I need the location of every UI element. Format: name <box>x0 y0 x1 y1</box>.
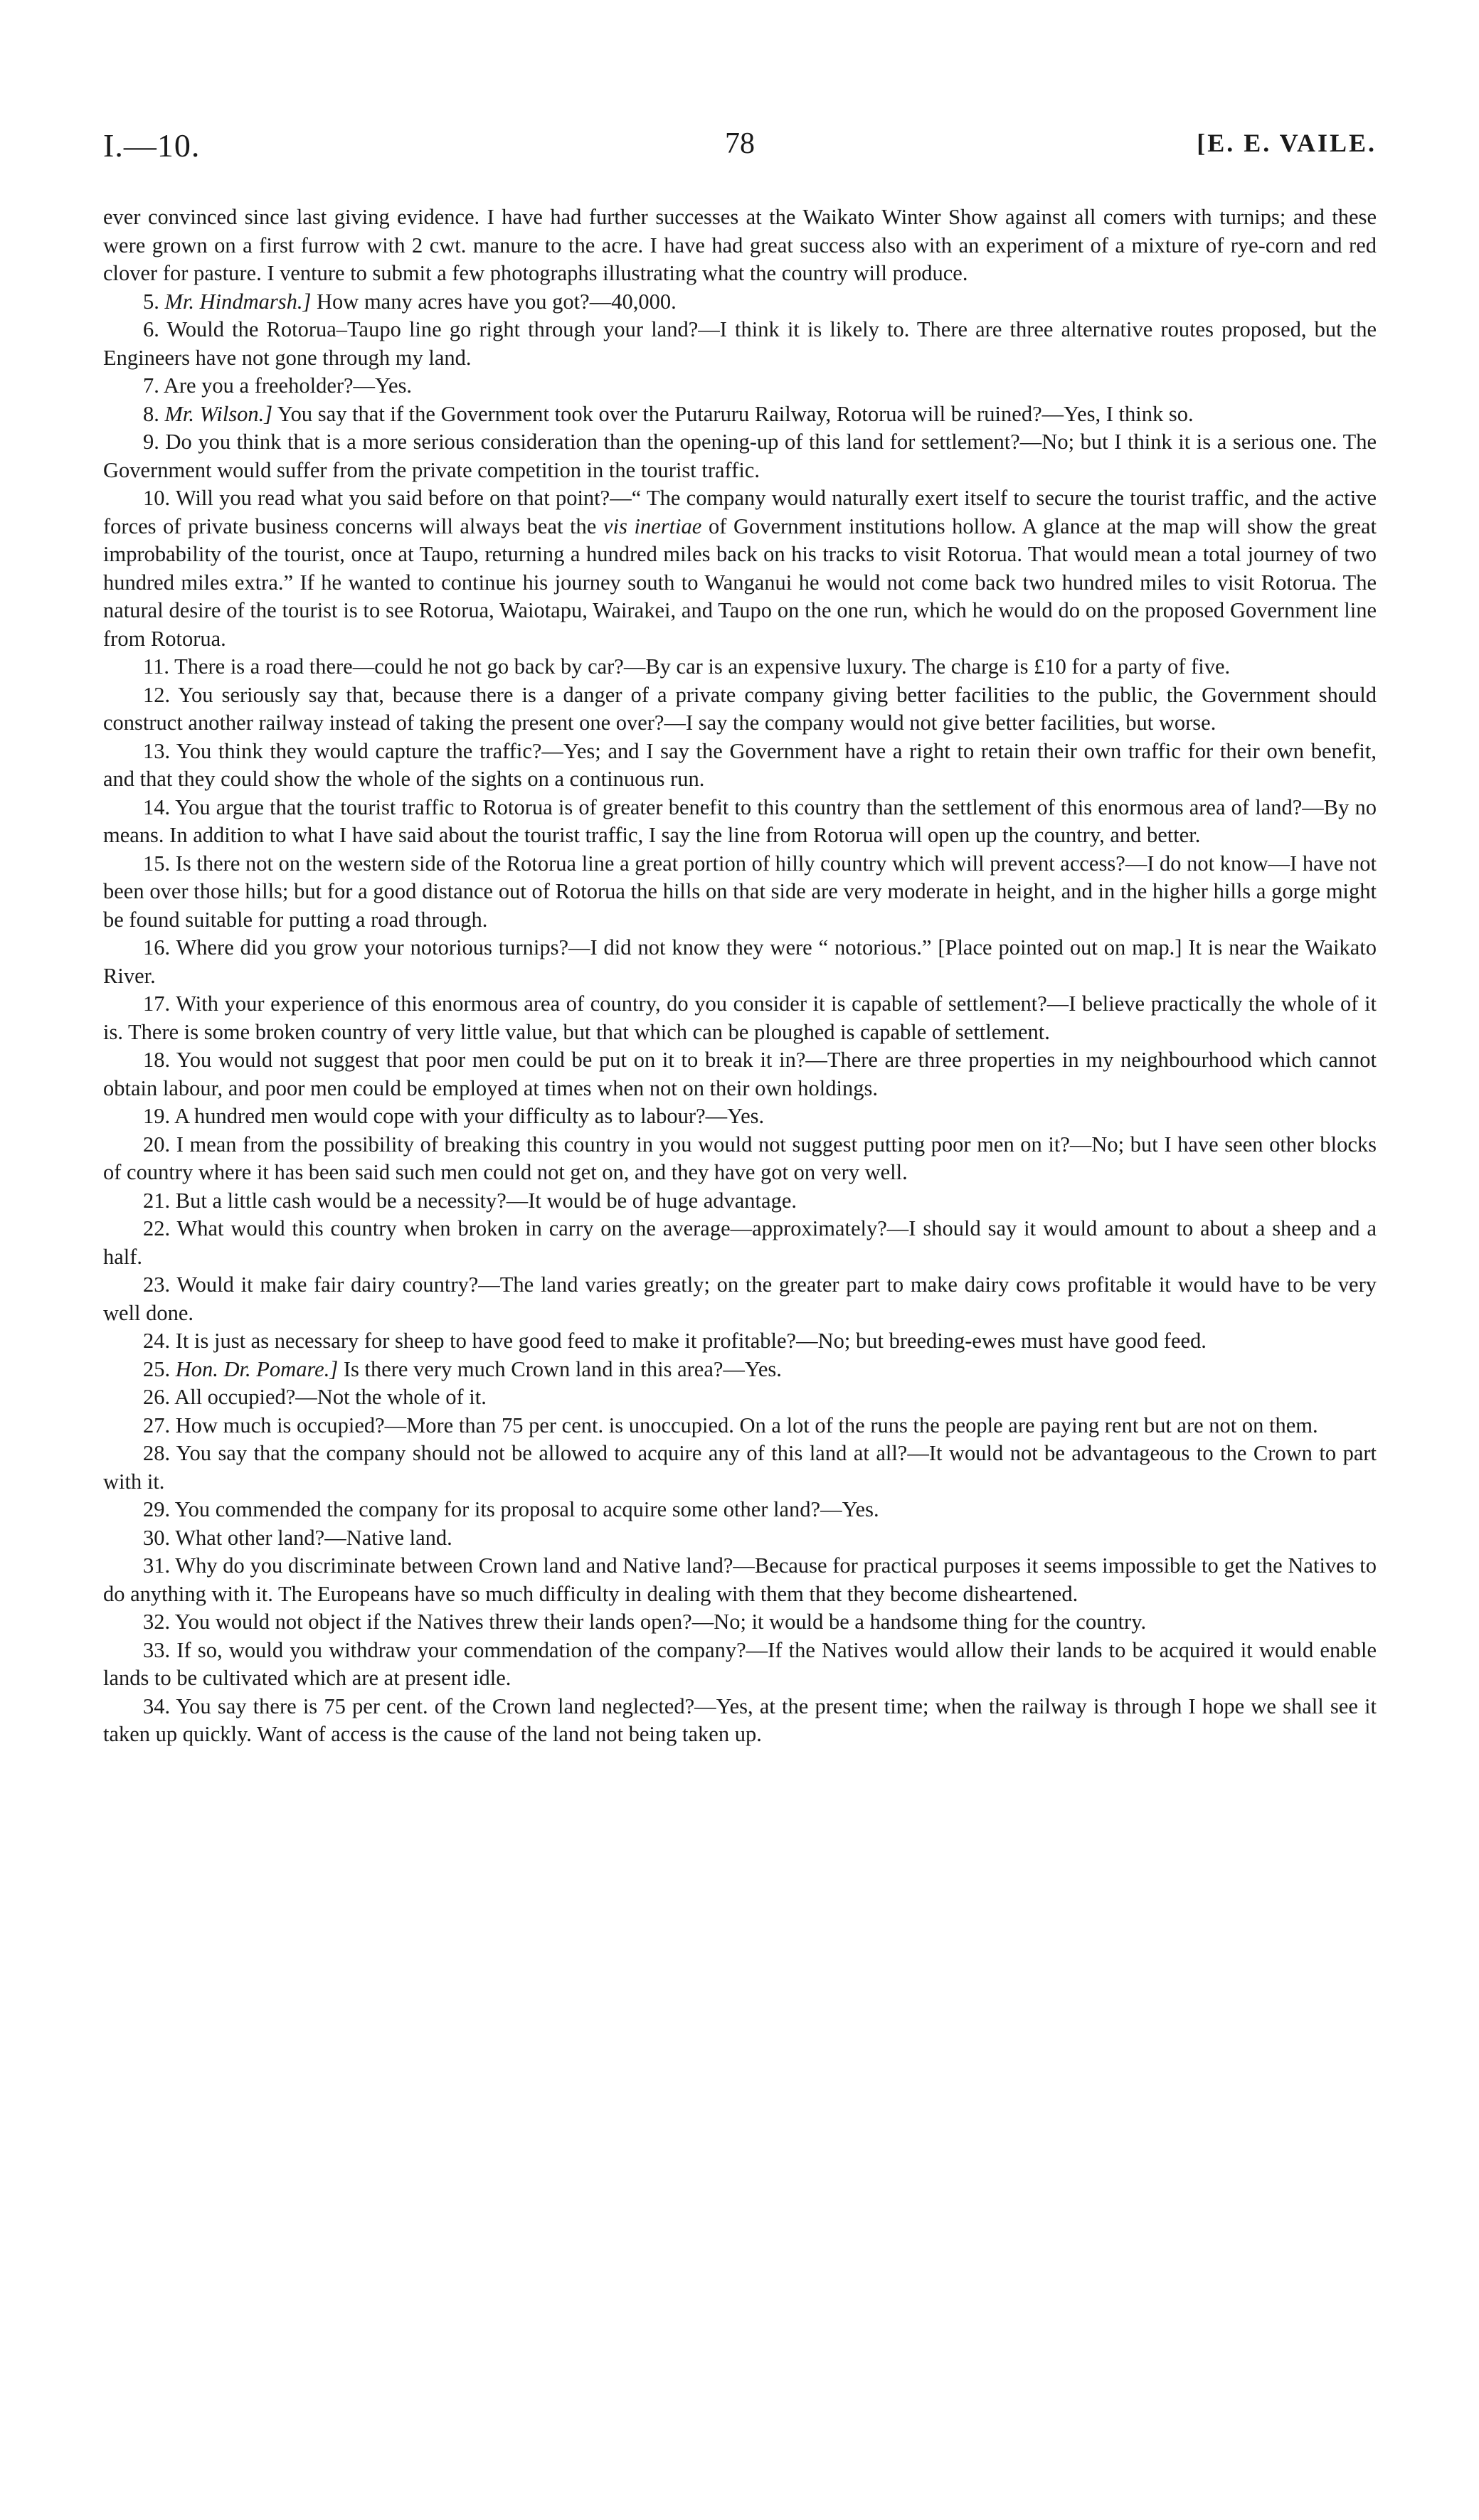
latin-phrase: vis inertiae <box>603 514 702 538</box>
question-number: 13. <box>143 738 171 763</box>
question-text: How much is occupied?—More than 75 per cent. is unoccupied. On a lot of the runs the people are paying rent but are not on them. <box>175 1413 1318 1437</box>
paragraph-continuation <box>103 203 1377 288</box>
question-number: 7. <box>143 373 159 398</box>
question-text: Do you think that is a more serious consideration than the opening-up of this land for settlement?—No; but I think it is a serious one. The Government would suffer from the private competition in the tourist traffic. <box>103 430 1377 482</box>
witness-name: [E. E. VAILE. <box>1197 129 1377 157</box>
question-text: You seriously say that, because there is a danger of a private company giving better facilities to the public, the Government should construct another railway instead of taking the present one over?—I say the company would not give better facilities, but worse. <box>103 682 1377 735</box>
question-number: 17. <box>143 991 171 1016</box>
question-text: You say that the company should not be allowed to acquire any of this land at all?—It would not be advantageous to the Crown to part with it. <box>103 1441 1377 1494</box>
question-25 <box>103 1356 1377 1384</box>
question-18 <box>103 1046 1377 1102</box>
question-text: If so, would you withdraw your commendation of the company?—If the Natives would allow their lands to be acquired it would enable lands to be cultivated which are at present idle. <box>103 1637 1377 1690</box>
question-number: 33. <box>143 1637 171 1662</box>
question-text: Is there not on the western side of the Rotorua line a great portion of hilly country which will prevent access?—I do not know—I have not been over those hills; but for a good distance out of Rotorua the hills on that side are very moderate in height, and in the higher hills a gorge might be found suitable for putting a road through. <box>103 851 1377 932</box>
question-text: All occupied?—Not the whole of it. <box>174 1385 487 1409</box>
question-text: How many acres have you got?—40,000. <box>317 289 677 314</box>
question-number: 27. <box>143 1413 171 1437</box>
question-21 <box>103 1187 1377 1216</box>
question-text: Where did you grow your notorious turnips?—I did not know they were “ notorious.” [Place pointed out on map.] It is near the Waikato River. <box>103 935 1377 988</box>
page-header <box>103 127 1377 169</box>
question-text: Why do you discriminate between Crown land and Native land?—Because for practical purposes it seems impossible to get the Natives to do anything with it. The Europeans have so much difficulty in dealing with them that they become disheartened. <box>103 1553 1377 1606</box>
question-text: With your experience of this enormous area of country, do you consider it is capable of settlement?—I believe practically the whole of it is. There is some broken country of very little value, but that which can be ploughed is capable of settlement. <box>103 991 1377 1044</box>
question-22 <box>103 1215 1377 1271</box>
question-text: You would not suggest that poor men could be put on it to break it in?—There are three properties in my neighbourhood which cannot obtain labour, and poor men could be employed at times when not on their own holdings. <box>103 1048 1377 1100</box>
question-number: 5. <box>143 289 159 314</box>
question-text: There is a road there—could he not go back by car?—By car is an expensive luxury. The charge is £10 for a party of five. <box>174 654 1231 679</box>
question-number: 30. <box>143 1525 171 1550</box>
question-34 <box>103 1693 1377 1749</box>
question-number: 28. <box>143 1441 171 1465</box>
question-number: 23. <box>143 1272 171 1297</box>
question-text: But a little cash would be a necessity?—It would be of huge advantage. <box>175 1188 797 1213</box>
question-number: 26. <box>143 1385 171 1409</box>
question-number: 19. <box>143 1104 171 1128</box>
question-text: You argue that the tourist traffic to Rotorua is of greater benefit to this country than the settlement of this enormous area of land?—By no means. In addition to what I have said about the tourist traffic, I say the line from Rotorua will open up the country, and better. <box>103 794 1377 847</box>
question-12 <box>103 681 1377 738</box>
question-number: 31. <box>143 1553 171 1578</box>
question-7 <box>103 372 1377 400</box>
question-23 <box>103 1271 1377 1327</box>
paragraph-text: ever convinced since last giving evidence. I have had further successes at the Waikato Winter Show against all comers with turnips; and these were grown on a first furrow with 2 cwt. manure to the acre. I have had great success also with an experiment of a mixture of rye-corn and red clover for pasture. I venture to submit a few photographs illustrating what the country will produce. <box>103 205 1377 285</box>
evidence-text <box>103 203 1377 1749</box>
question-number: 21. <box>143 1188 171 1213</box>
question-text: What would this country when broken in carry on the average—approximately?—I should say it would amount to about a sheep and a half. <box>103 1216 1377 1269</box>
paper-reference: I.—10. <box>103 127 201 164</box>
question-number: 11. <box>143 654 169 679</box>
question-text: I mean from the possibility of breaking this country in you would not suggest putting poor men on it?—No; but I have seen other blocks of country where it has been said such men could not get on, and they have got on very well. <box>103 1132 1377 1184</box>
question-28 <box>103 1440 1377 1496</box>
question-number: 12. <box>143 682 171 707</box>
question-text-continued: of Government institutions hollow. A glance at the map will show the great improbability of the tourist, once at Taupo, returning a hundred miles back on his tracks to visit Rotorua. That would mean a total journey of two hundred miles extra.” If he wanted to continue his journey south to Wanganui he would not come back two hundred miles to visit Rotorua. The natural desire of the tourist is to see Rotorua, Waiotapu, Wairakei, and Taupo on the one run, which he would do on the proposed Government line from Rotorua. <box>103 514 1377 651</box>
question-24 <box>103 1327 1377 1356</box>
question-30 <box>103 1524 1377 1553</box>
question-number: 18. <box>143 1048 171 1072</box>
speaker-name: Mr. Wilson.] <box>164 401 273 426</box>
question-text: Would the Rotorua–Taupo line go right through your land?—I think it is likely to. There are three alternative routes proposed, but the Engineers have not gone through my land. <box>103 317 1377 370</box>
question-text: You say there is 75 per cent. of the Crown land neglected?—Yes, at the present time; when the railway is through I hope we shall see it taken up quickly. Want of access is the cause of the land not being taken up. <box>103 1694 1377 1746</box>
question-number: 14. <box>143 794 171 819</box>
question-text: It is just as necessary for sheep to have good feed to make it profitable?—No; but breeding-ewes must have good feed. <box>175 1329 1207 1353</box>
speaker-name: Hon. Dr. Pomare.] <box>175 1356 339 1381</box>
question-32 <box>103 1608 1377 1637</box>
question-17 <box>103 990 1377 1046</box>
question-15 <box>103 850 1377 935</box>
question-9 <box>103 428 1377 484</box>
question-text: A hundred men would cope with your difficulty as to labour?—Yes. <box>174 1104 765 1128</box>
question-10 <box>103 484 1377 653</box>
question-5 <box>103 288 1377 317</box>
question-29 <box>103 1496 1377 1524</box>
question-text: Are you a freeholder?—Yes. <box>163 373 413 398</box>
question-text: What other land?—Native land. <box>175 1525 452 1550</box>
question-number: 25. <box>143 1356 171 1381</box>
question-text: You say that if the Government took over the Putaruru Railway, Rotorua will be ruined?—Yes, I think so. <box>277 401 1194 426</box>
question-text: Will you read what you said before on that point?—“ The company would naturally exert itself to secure the tourist traffic, and the active forces of private business concerns will always beat the <box>103 486 1377 538</box>
question-number: 20. <box>143 1132 171 1157</box>
question-number: 15. <box>143 851 171 876</box>
question-13 <box>103 738 1377 794</box>
question-20 <box>103 1131 1377 1187</box>
speaker-name: Mr. Hindmarsh.] <box>164 289 312 314</box>
question-text: Is there very much Crown land in this area?—Yes. <box>343 1356 782 1381</box>
question-27 <box>103 1412 1377 1440</box>
question-number: 34. <box>143 1694 171 1718</box>
question-number: 22. <box>143 1216 171 1240</box>
question-11 <box>103 653 1377 681</box>
question-text: You commended the company for its proposal to acquire some other land?—Yes. <box>174 1497 879 1521</box>
question-text: You would not object if the Natives threw their lands open?—No; it would be a handsome thing for the country. <box>174 1610 1147 1634</box>
page-number: 78 <box>725 127 755 160</box>
question-8 <box>103 400 1377 429</box>
question-number: 6. <box>143 317 159 341</box>
question-6 <box>103 316 1377 372</box>
question-number: 24. <box>143 1329 171 1353</box>
question-number: 9. <box>143 430 159 454</box>
question-33 <box>103 1637 1377 1693</box>
question-14 <box>103 794 1377 850</box>
question-text: You think they would capture the traffic?—Yes; and I say the Government have a right to retain their own traffic for their own benefit, and that they could show the whole of the sights on a continuous run. <box>103 738 1377 791</box>
question-16 <box>103 934 1377 990</box>
question-number: 16. <box>143 935 171 959</box>
question-text: Would it make fair dairy country?—The land varies greatly; on the greater part to make dairy cows profitable it would have to be very well done. <box>103 1272 1377 1325</box>
question-number: 8. <box>143 401 159 426</box>
question-number: 10. <box>143 486 171 510</box>
question-31 <box>103 1552 1377 1608</box>
question-26 <box>103 1383 1377 1412</box>
question-number: 32. <box>143 1610 171 1634</box>
question-number: 29. <box>143 1497 171 1521</box>
question-19 <box>103 1102 1377 1131</box>
document-page <box>103 0 1377 2520</box>
